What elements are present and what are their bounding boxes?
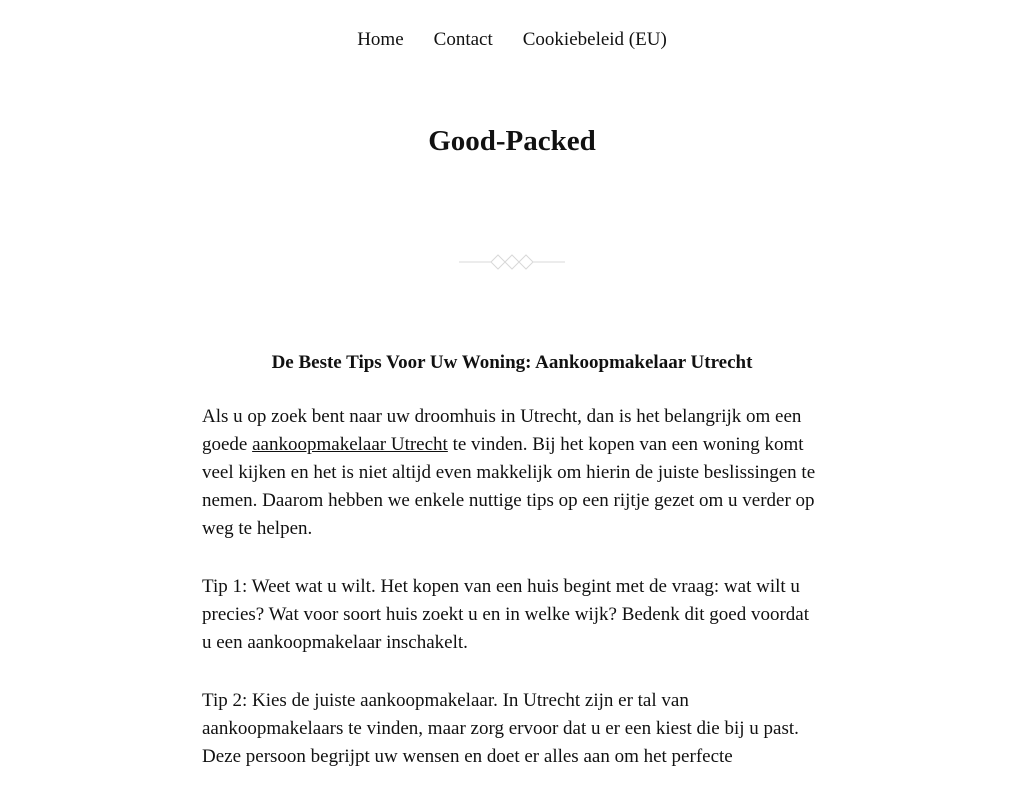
nav-contact[interactable]: Contact xyxy=(433,29,493,50)
diamond-divider-icon xyxy=(457,252,567,272)
intro-text-start: Als u op zoek bent naar uw droomhuis in Utrecht, dan is het belangrijk om een goede xyxy=(202,406,802,455)
aankoopmakelaar-utrecht-link[interactable]: aankoopmakelaar Utrecht xyxy=(252,434,448,455)
article xyxy=(202,349,822,801)
article-tip-2: Tip 2: Kies de juiste aankoopmakelaar. In Utrecht zijn er tal van aankoopmakelaars te vinden, maar zorg ervoor dat u er een kiest die bij u past. Deze persoon begrijpt uw wensen en doet er alles aan om het perfecte xyxy=(202,690,799,767)
article-tip-1: Tip 1: Weet wat u wilt. Het kopen van een huis begint met de vraag: wat wilt u precies? Wat voor soort huis zoekt u en in welke wijk? Bedenk dit goed voordat u een aankoopmakelaar inschakelt. xyxy=(202,576,810,653)
intro-text-end: te vinden. Bij het kopen van een woning komt veel kijken en het is niet altijd even makkelijk om hierin de juiste beslissingen te nemen. Daarom hebben we enkele nuttige tips op een rijtje gezet om u verder op weg te helpen. xyxy=(202,434,816,539)
article-title: De Beste Tips Voor Uw Woning: Aankoopmakelaar Utrecht xyxy=(271,352,753,373)
main-navigation xyxy=(0,27,1024,53)
nav-home[interactable]: Home xyxy=(357,29,404,50)
nav-cookiebeleid[interactable]: Cookiebeleid (EU) xyxy=(522,29,667,50)
article-intro xyxy=(202,403,822,543)
site-title[interactable]: Good-Packed xyxy=(428,125,596,157)
